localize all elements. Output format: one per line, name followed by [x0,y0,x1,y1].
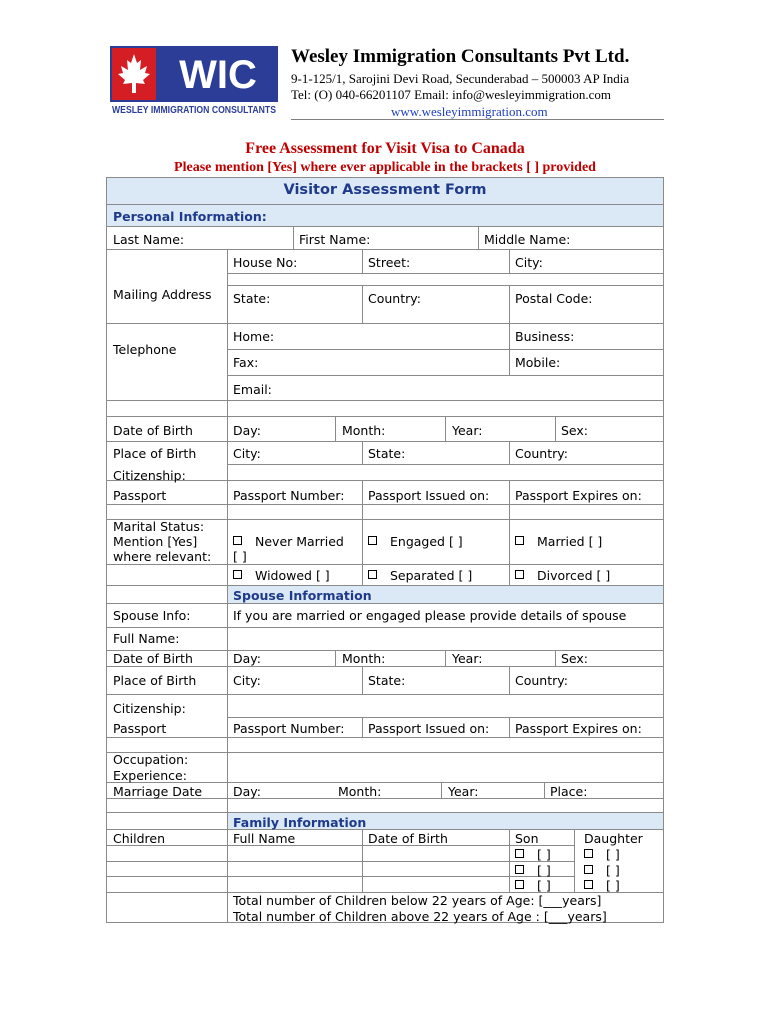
mobile-field[interactable]: Mobile: [515,355,561,370]
business-phone-field[interactable]: Business: [515,329,575,344]
street-field[interactable]: Street: [368,255,411,270]
divorced-option[interactable]: Divorced [ ] [515,568,610,583]
marriage-date-label: Marriage Date [113,784,203,799]
dob-label: Date of Birth [113,423,193,438]
child-2-son-checkbox[interactable]: [ ] [515,863,551,878]
child-2-daughter-checkbox[interactable]: [ ] [584,863,620,878]
spouse-sex[interactable]: Sex: [561,651,589,666]
citizenship-label: Citizenship: [113,468,186,483]
children-col-daughter: Daughter [584,831,643,846]
spouse-birth-country[interactable]: Country: [515,673,568,688]
checkbox-icon [233,570,242,579]
dob-month-field[interactable]: Month: [342,423,386,438]
family-section-heading: Family Information [233,815,367,830]
children-label: Children [113,831,166,846]
company-logo [110,46,278,116]
marriage-year[interactable]: Year: [448,784,479,799]
passport-number-field[interactable]: Passport Number: [233,488,345,503]
last-name-label[interactable]: Last Name: [113,232,185,247]
state-field[interactable]: State: [233,291,271,306]
email-field[interactable]: Email: [233,382,272,397]
personal-section-heading: Personal Information: [113,209,267,224]
checkbox-icon [584,880,593,889]
country-field[interactable]: Country: [368,291,421,306]
company-name: Wesley Immigration Consultants Pvt Ltd. [291,46,630,67]
checkbox-icon [233,536,242,545]
spouse-dob-day[interactable]: Day: [233,651,261,666]
passport-label: Passport [113,488,167,503]
birth-city-field[interactable]: City: [233,446,261,461]
telephone-label: Telephone [113,342,177,357]
spouse-place-of-birth-label: Place of Birth [113,673,197,688]
spouse-passport-issued[interactable]: Passport Issued on: [368,721,490,736]
child-3-son-checkbox[interactable]: [ ] [515,878,551,893]
passport-issued-field[interactable]: Passport Issued on: [368,488,490,503]
marital-status-label: Marital Status: [113,519,205,534]
page-instruction: Please mention [Yes] where ever applicable in the brackets [ ] provided [174,160,596,175]
spouse-citizenship-label: Citizenship: [113,701,186,716]
logo-subtext: WESLEY IMMIGRATION CONSULTANTS [112,104,276,116]
separated-option[interactable]: Separated [ ] [368,568,472,583]
checkbox-icon [584,865,593,874]
passport-expires-field[interactable]: Passport Expires on: [515,488,642,503]
occupation-label[interactable]: Occupation: [113,752,189,767]
page-title: Free Assessment for Visit Visa to Canada [245,140,525,157]
marriage-day[interactable]: Day: [233,784,261,799]
visitor-assessment-form [106,177,664,923]
birth-country-field[interactable]: Country: [515,446,568,461]
experience-label[interactable]: Experience: [113,768,187,783]
logo-wordmark: WIC [179,53,257,97]
checkbox-icon [515,536,524,545]
marriage-month[interactable]: Month: [338,784,382,799]
first-name-label[interactable]: First Name: [299,232,371,247]
company-address: 9-1-125/1, Sarojini Devi Road, Secunderabad – 500003 AP India [291,71,630,86]
birth-state-field[interactable]: State: [368,446,406,461]
spouse-birth-city[interactable]: City: [233,673,261,688]
spouse-instruction: If you are married or engaged please provide details of spouse [233,608,627,623]
widowed-option[interactable]: Widowed [ ] [233,568,330,583]
spouse-passport-expires[interactable]: Passport Expires on: [515,721,642,736]
child-1-daughter-checkbox[interactable]: [ ] [584,847,620,862]
spouse-section-heading: Spouse Information [233,588,372,603]
checkbox-icon [368,536,377,545]
spouse-dob-year[interactable]: Year: [452,651,483,666]
fax-field[interactable]: Fax: [233,355,259,370]
house-no-field[interactable]: House No: [233,255,298,270]
checkbox-icon [515,849,524,858]
child-1-son-checkbox[interactable]: [ ] [515,847,551,862]
checkbox-icon [515,880,524,889]
child-3-daughter-checkbox[interactable]: [ ] [584,878,620,893]
spouse-birth-state[interactable]: State: [368,673,406,688]
children-col-son: Son [515,831,539,846]
checkbox-icon [584,849,593,858]
spouse-passport-number[interactable]: Passport Number: [233,721,345,736]
checkbox-icon [368,570,377,579]
mailing-address-label: Mailing Address [113,287,212,302]
city-field[interactable]: City: [515,255,543,270]
checkbox-icon [515,570,524,579]
postal-code-field[interactable]: Postal Code: [515,291,593,306]
spouse-passport-label: Passport [113,721,167,736]
middle-name-label[interactable]: Middle Name: [484,232,571,247]
home-phone-field[interactable]: Home: [233,329,275,344]
spouse-full-name-label[interactable]: Full Name: [113,631,180,646]
children-col-full-name: Full Name [233,831,296,846]
spouse-dob-label: Date of Birth [113,651,193,666]
marriage-place[interactable]: Place: [550,784,588,799]
sex-field[interactable]: Sex: [561,423,589,438]
children-below-22-field[interactable]: Total number of Children below 22 years of Age: [___years] [233,893,602,908]
children-above-22-field[interactable]: Total number of Children above 22 years of Age : [___years] [233,909,607,924]
dob-year-field[interactable]: Year: [452,423,483,438]
married-option[interactable]: Married [ ] [515,534,602,549]
form-title: Visitor Assessment Form [283,182,487,198]
never-married-bracket[interactable]: [ ] [233,549,247,564]
header-divider [291,119,664,120]
engaged-option[interactable]: Engaged [ ] [368,534,463,549]
dob-day-field[interactable]: Day: [233,423,261,438]
checkbox-icon [515,865,524,874]
spouse-info-label: Spouse Info: [113,608,191,623]
marital-status-instruction: Mention [Yes] [113,534,198,549]
marital-status-instruction-2: where relevant: [113,549,212,564]
company-website-link[interactable]: www.wesleyimmigration.com [391,104,548,119]
spouse-dob-month[interactable]: Month: [342,651,386,666]
children-col-dob: Date of Birth [368,831,448,846]
place-of-birth-label: Place of Birth [113,446,197,461]
never-married-option[interactable]: Never Married [233,534,344,549]
company-contact: Tel: (O) 040-66201107 Email: info@wesleyimmigration.com [291,87,611,102]
